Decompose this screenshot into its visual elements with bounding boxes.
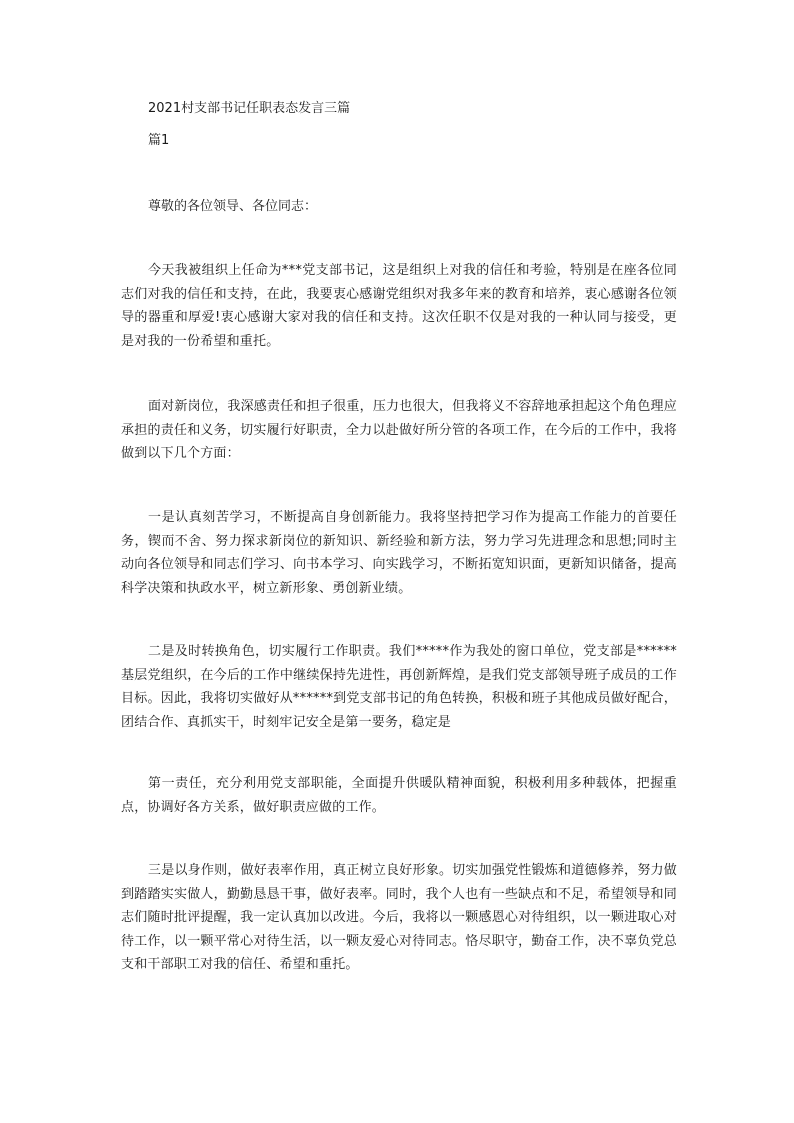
- document-title: 2021村支部书记任职表态发言三篇: [148, 101, 351, 116]
- paragraph-1: 今天我被组织上任命为***党支部书记，这是组织上对我的信任和考验，特别是在座各位同志们对我的信任和支持，在此，我要衷心感谢党组织对我多年来的教育和培养，衷心感谢各位领导的器重和厚爱!衷心感谢大家对我的信任和支持。这次任职不仅是对我的一种认同与接受，更是对我的一份希望和重托。: [121, 263, 677, 349]
- paragraph-6: 三是以身作则，做好表率作用，真正树立良好形象。切实加强党性锻炼和道德修养，努力做到踏踏实实做人，勤勤恳恳干事，做好表率。同时，我个人也有一些缺点和不足，希望领导和同志们随时批评提醒，我一定认真加以改进。今后，我将以一颗感恩心对待组织，以一颗进取心对待工作，以一颗平常心对待生活，以一颗友爱心对待同志。恪尽职守，勤奋工作，决不辜负党总支和干部职工对我的信任、希望和重托。: [121, 863, 677, 972]
- paragraph-3: 一是认真刻苦学习，不断提高自身创新能力。我将坚持把学习作为提高工作能力的首要任务，锲而不舍、努力探求新岗位的新知识、新经验和新方法，努力学习先进理念和思想;同时主动向各位领导和同志们学习、向书本学习、向实践学习，不断拓宽知识面，更新知识储备，提高科学决策和执政水平，树立新形象、勇创新业绩。: [121, 510, 677, 596]
- section-label: 篇1: [148, 133, 170, 148]
- paragraph-5: 第一责任，充分利用党支部职能，全面提升供暖队精神面貌，积极利用多种载体，把握重点，协调好各方关系，做好职责应做的工作。: [121, 776, 677, 815]
- salutation: 尊敬的各位领导、各位同志：: [148, 199, 318, 214]
- paragraph-4: 二是及时转换角色，切实履行工作职责。我们*****作为我处的窗口单位，党支部是******基层党组织，在今后的工作中继续保持先进性，再创新辉煌，是我们党支部领导班子成员的工作目标。因此，我将切实做好从******到党支部书记的角色转换，积极和班子其他成员做好配合，团结合作、真抓实干，时刻牢记安全是第一要务，稳定是: [121, 644, 677, 730]
- paragraph-2: 面对新岗位，我深感责任和担子很重，压力也很大，但我将义不容辞地承担起这个角色理应承担的责任和义务，切实履行好职责，全力以赴做好所分管的各项工作，在今后的工作中，我将做到以下几个方面：: [121, 399, 677, 461]
